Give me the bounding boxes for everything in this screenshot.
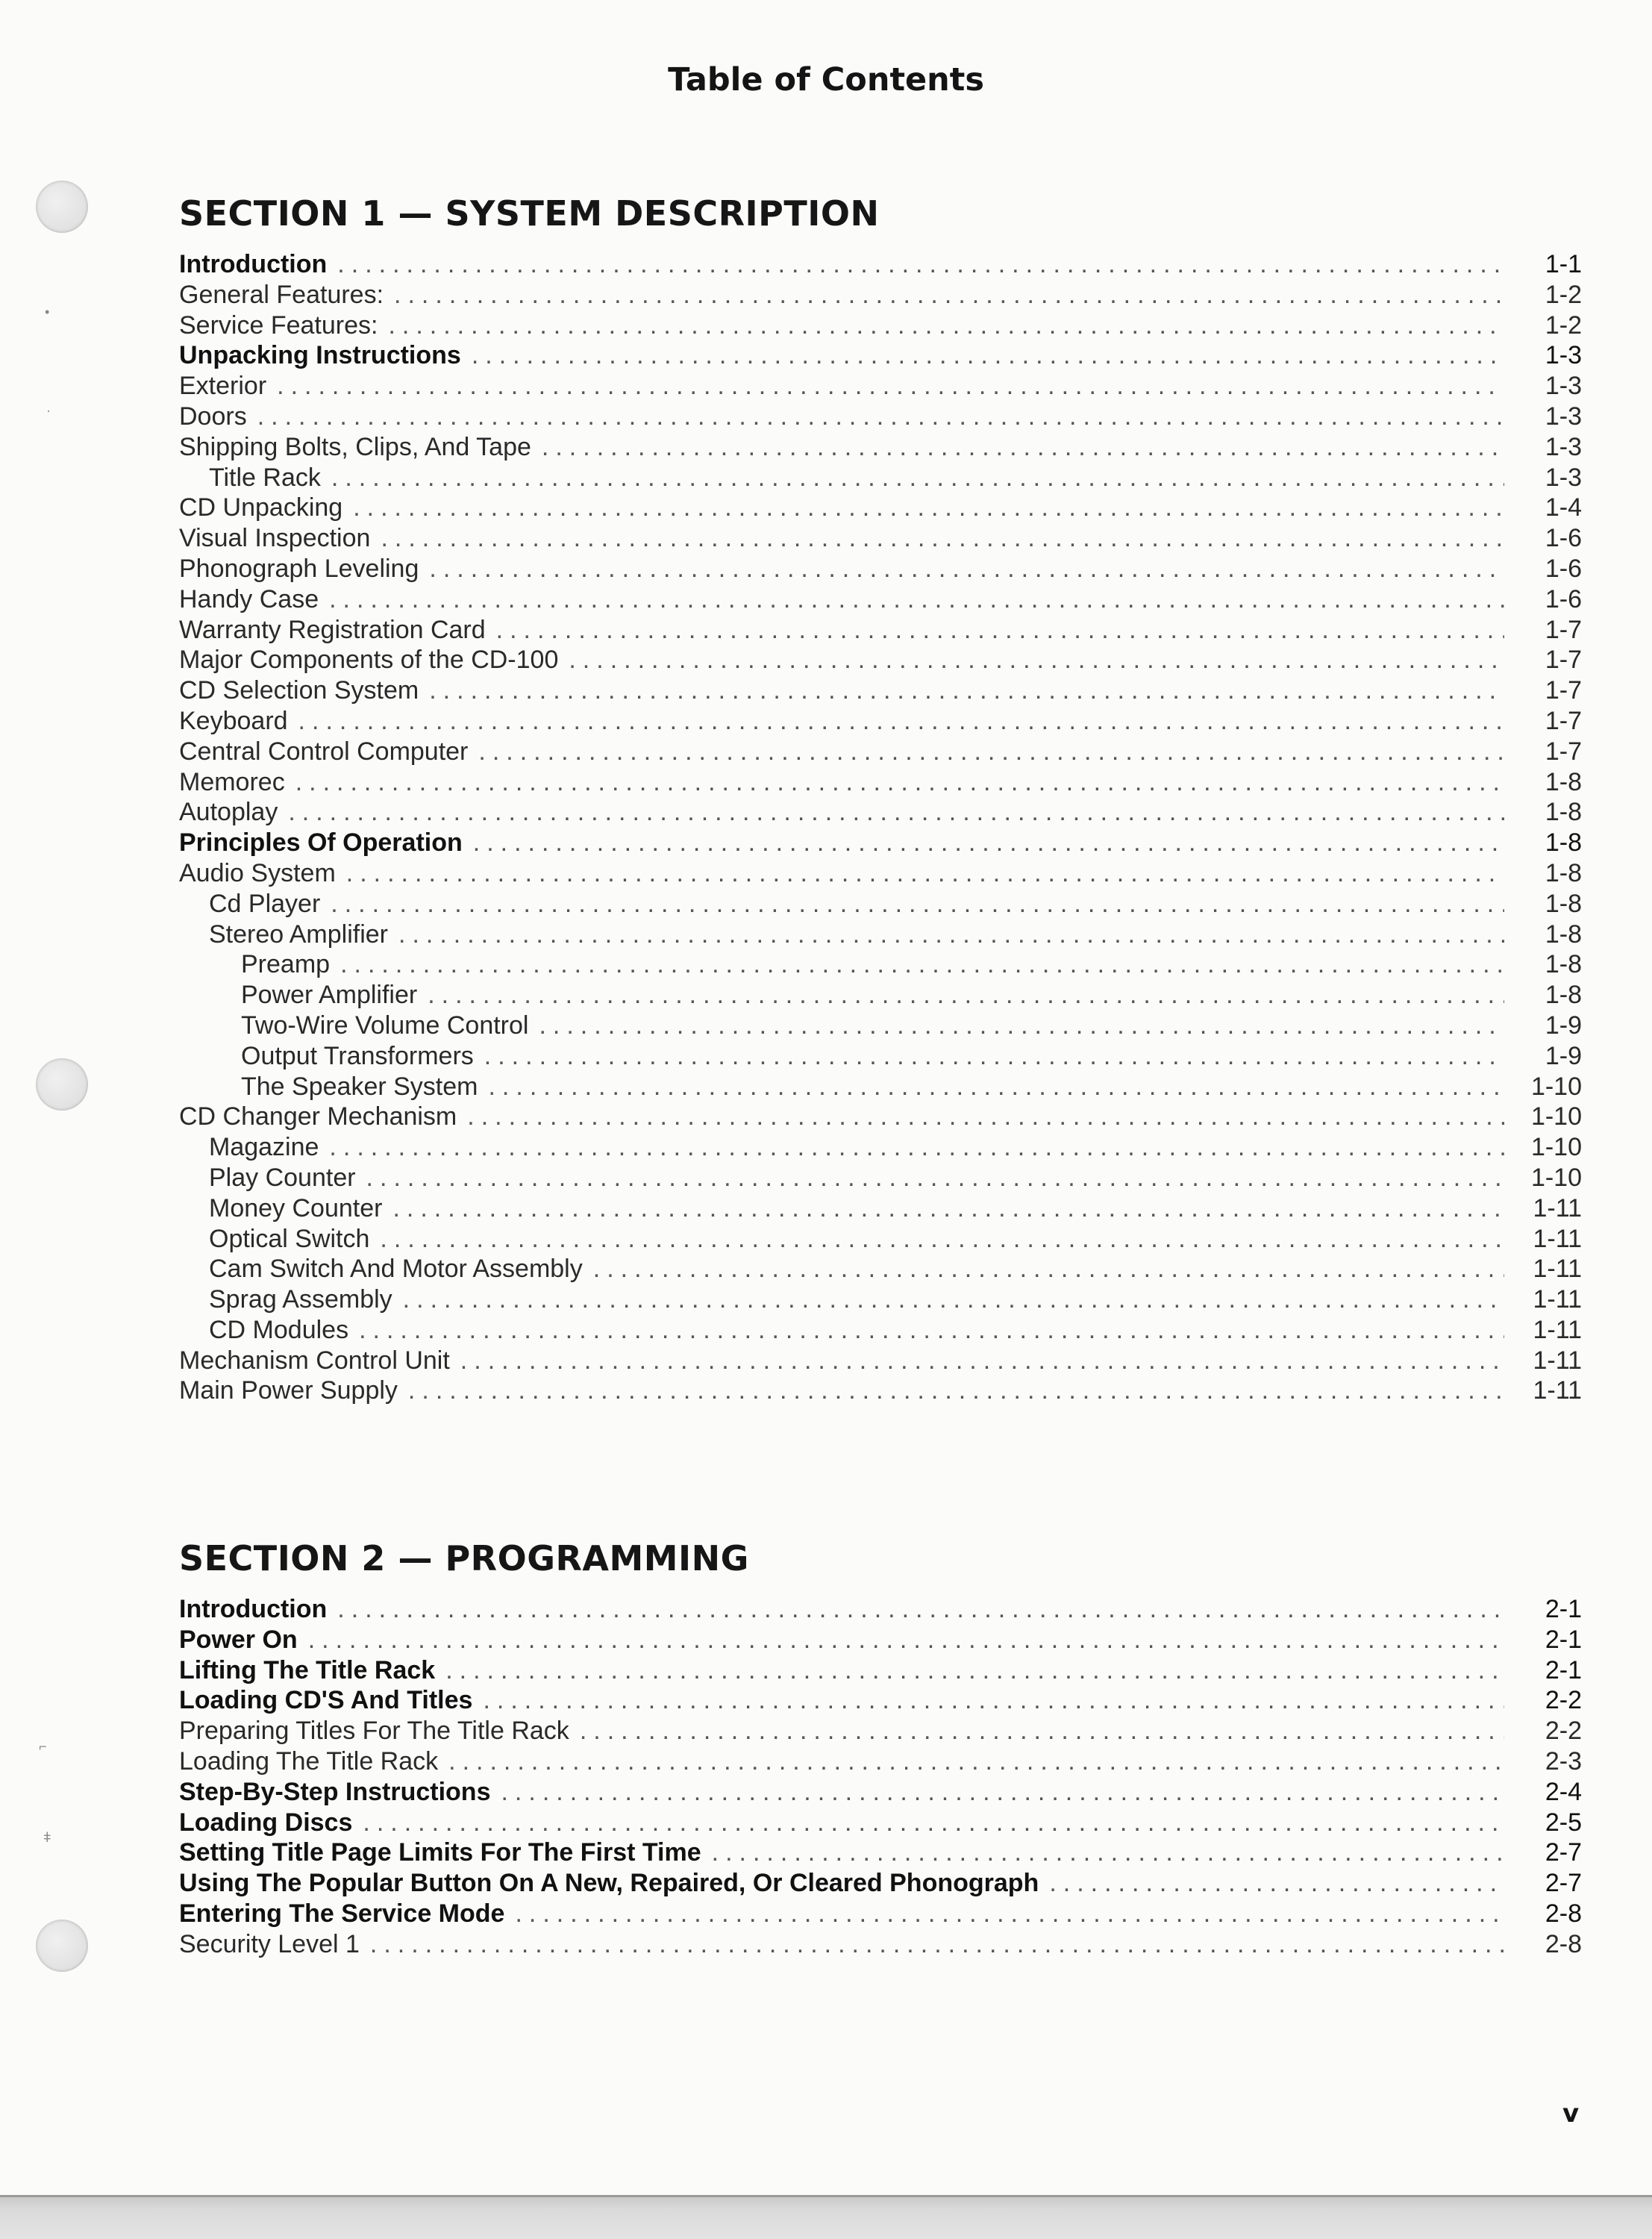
toc-entry-title: Mechanism Control Unit xyxy=(179,1346,450,1375)
toc-entry-page: 1-7 xyxy=(1545,676,1582,705)
section-2 xyxy=(179,1536,1582,1960)
section-heading: SECTION 2 — PROGRAMMING xyxy=(179,1538,749,1578)
toc-entry-page: 1-7 xyxy=(1545,706,1582,735)
scan-bottom-edge xyxy=(0,2197,1652,2239)
dot-leader xyxy=(295,767,1504,798)
toc-entry-title: Optical Switch xyxy=(209,1224,370,1253)
toc-entry-title: Handy Case xyxy=(179,584,319,613)
dot-leader xyxy=(569,645,1504,675)
toc-entry-page: 1-3 xyxy=(1545,432,1582,461)
dot-leader xyxy=(337,1594,1504,1625)
toc-entry-title: Setting Title Page Limits For The First Time xyxy=(179,1838,701,1867)
toc-entry-page: 1-3 xyxy=(1545,402,1582,431)
toc-entry xyxy=(179,767,1582,798)
toc-entry xyxy=(179,949,1582,980)
scan-speck: · xyxy=(46,403,51,418)
binder-hole-top xyxy=(36,181,88,233)
toc-entry-page: 1-3 xyxy=(1545,372,1582,401)
toc-entry-title: Exterior xyxy=(179,372,267,401)
toc-entry-page: 2-7 xyxy=(1545,1869,1582,1898)
toc-entry-title: Security Level 1 xyxy=(179,1929,360,1958)
dot-leader xyxy=(445,1655,1504,1686)
toc-entry-title: Two-Wire Volume Control xyxy=(241,1011,529,1040)
toc-entry xyxy=(179,1716,1582,1746)
toc-entry-page: 1-7 xyxy=(1545,646,1582,675)
toc-entry xyxy=(179,1284,1582,1315)
toc-entry-title: Loading Discs xyxy=(179,1808,353,1837)
dot-leader xyxy=(392,1193,1504,1224)
dot-leader xyxy=(346,858,1504,889)
toc-entry xyxy=(179,463,1582,493)
dot-leader xyxy=(331,463,1504,493)
toc-entry xyxy=(179,554,1582,584)
toc-entry-title: Major Components of the CD-100 xyxy=(179,646,559,675)
binder-hole-middle xyxy=(36,1058,88,1111)
toc-entry xyxy=(179,858,1582,889)
toc-entry-page: 2-3 xyxy=(1545,1746,1582,1776)
toc-entry-page: 1-1 xyxy=(1545,250,1582,278)
toc-entry xyxy=(179,1224,1582,1255)
toc-entry-title: Title Rack xyxy=(209,463,321,492)
toc-entry-title: Stereo Amplifier xyxy=(209,919,388,949)
scan-speck: ǂ xyxy=(43,1830,51,1845)
toc-entry-page: 2-2 xyxy=(1545,1717,1582,1746)
toc-entry-title: Loading The Title Rack xyxy=(179,1746,439,1776)
toc-entry xyxy=(179,889,1582,919)
toc-entry xyxy=(179,1625,1582,1655)
dot-leader xyxy=(257,402,1504,432)
toc-entry-title: Loading CD'S And Titles xyxy=(179,1686,473,1715)
dot-leader xyxy=(429,554,1504,584)
toc-entry-title: Memorec xyxy=(179,767,285,796)
page-title: Table of Contents xyxy=(668,61,984,99)
toc-entry-page: 1-10 xyxy=(1530,1102,1582,1131)
toc-entry-page: 1-8 xyxy=(1545,858,1582,887)
dot-leader xyxy=(370,1929,1504,1960)
toc-entry-page: 2-1 xyxy=(1545,1625,1582,1654)
toc-entry xyxy=(179,1132,1582,1163)
dot-leader xyxy=(340,949,1504,980)
toc-entry xyxy=(179,1041,1582,1072)
toc-entry-title: Service Features: xyxy=(179,310,378,340)
toc-entry-title: General Features: xyxy=(179,280,384,309)
toc-entry-page: 1-4 xyxy=(1545,493,1582,522)
toc-entry-page: 1-8 xyxy=(1545,950,1582,979)
toc-entry-page: 2-1 xyxy=(1545,1655,1582,1684)
dot-leader xyxy=(473,828,1504,858)
toc-entry xyxy=(179,493,1582,523)
toc-entry xyxy=(179,1254,1582,1284)
toc-entry-page: 1-11 xyxy=(1533,1376,1582,1405)
toc-entry-title: Main Power Supply xyxy=(179,1376,398,1405)
toc-entry xyxy=(179,523,1582,554)
toc-entry-page: 1-11 xyxy=(1533,1255,1582,1284)
dot-leader xyxy=(331,889,1504,919)
toc-entry xyxy=(179,584,1582,615)
toc-entry xyxy=(179,1072,1582,1102)
toc-entry xyxy=(179,1163,1582,1193)
toc-entry-title: Phonograph Leveling xyxy=(179,554,419,583)
toc-entry-title: CD Unpacking xyxy=(179,493,343,522)
toc-entry xyxy=(179,340,1582,371)
toc-entry xyxy=(179,1102,1582,1132)
toc-entry xyxy=(179,1375,1582,1406)
toc-entry-page: 1-8 xyxy=(1545,767,1582,796)
toc-entry-page: 1-9 xyxy=(1545,1041,1582,1070)
dot-leader xyxy=(366,1163,1504,1193)
toc-entry xyxy=(179,706,1582,737)
toc-entry-title: Step-By-Step Instructions xyxy=(179,1777,491,1806)
toc-entry-page: 1-10 xyxy=(1530,1163,1582,1192)
toc-entry-title: Unpacking Instructions xyxy=(179,341,461,370)
scan-speck: • xyxy=(45,305,50,319)
toc-entry-title: Visual Inspection xyxy=(179,524,371,553)
toc-entry-title: Shipping Bolts, Clips, And Tape xyxy=(179,432,531,461)
dot-leader xyxy=(448,1746,1504,1777)
dot-leader xyxy=(483,1685,1504,1716)
toc-entry-title: Warranty Registration Card xyxy=(179,615,486,644)
toc-entry-page: 1-11 xyxy=(1533,1315,1582,1344)
dot-leader xyxy=(428,980,1504,1011)
toc-entry-title: The Speaker System xyxy=(241,1072,478,1101)
toc-entry-title: Cd Player xyxy=(209,889,321,918)
toc-entry-page: 1-2 xyxy=(1545,310,1582,340)
toc-entry-page: 1-3 xyxy=(1545,341,1582,370)
toc-entry-page: 1-6 xyxy=(1545,554,1582,583)
dot-leader xyxy=(429,675,1504,706)
dot-leader xyxy=(298,706,1504,737)
toc-entry-page: 2-1 xyxy=(1545,1595,1582,1623)
toc-entry xyxy=(179,1899,1582,1929)
toc-entry-title: Principles Of Operation xyxy=(179,828,463,858)
toc-entry-page: 1-8 xyxy=(1545,828,1582,858)
toc-entry-page: 2-8 xyxy=(1545,1899,1582,1928)
toc-entry xyxy=(179,1746,1582,1777)
toc-entry xyxy=(179,1346,1582,1376)
dot-leader xyxy=(308,1625,1504,1655)
toc-entry-title: Preamp xyxy=(241,950,331,979)
dot-leader xyxy=(277,371,1504,402)
toc-entry xyxy=(179,1685,1582,1716)
dot-leader xyxy=(501,1777,1504,1808)
toc-entry-page: 1-8 xyxy=(1545,919,1582,949)
toc-entry xyxy=(179,615,1582,646)
toc-entry xyxy=(179,249,1582,280)
toc-entry-page: 1-6 xyxy=(1545,524,1582,553)
dot-leader xyxy=(496,615,1504,646)
dot-leader xyxy=(363,1808,1504,1838)
toc-entry-title: CD Changer Mechanism xyxy=(179,1102,457,1131)
toc-entry xyxy=(179,432,1582,463)
toc-entry-title: Doors xyxy=(179,402,247,431)
toc-entry-title: Preparing Titles For The Title Rack xyxy=(179,1717,569,1746)
section-1 xyxy=(179,191,1582,1406)
toc-entry xyxy=(179,310,1582,341)
dot-leader xyxy=(353,493,1504,523)
toc-entry-title: Lifting The Title Rack xyxy=(179,1655,436,1684)
dot-leader xyxy=(460,1346,1504,1376)
dot-leader xyxy=(381,523,1504,554)
toc-entry-title: Magazine xyxy=(209,1133,319,1162)
toc-list xyxy=(179,1594,1582,1960)
dot-leader xyxy=(542,432,1504,463)
dot-leader xyxy=(329,584,1504,615)
toc-entry-title: CD Modules xyxy=(209,1315,349,1344)
dot-leader xyxy=(288,797,1504,828)
toc-entry xyxy=(179,1929,1582,1960)
toc-entry xyxy=(179,1808,1582,1838)
toc-entry-title: Cam Switch And Motor Assembly xyxy=(209,1255,583,1284)
toc-entry xyxy=(179,1594,1582,1625)
toc-entry xyxy=(179,797,1582,828)
toc-entry-title: CD Selection System xyxy=(179,676,419,705)
toc-entry-title: Output Transformers xyxy=(241,1041,474,1070)
toc-entry-title: Autoplay xyxy=(179,798,278,827)
toc-entry-page: 1-11 xyxy=(1533,1224,1582,1253)
dot-leader xyxy=(359,1315,1504,1346)
dot-leader xyxy=(488,1072,1504,1102)
toc-entry xyxy=(179,1868,1582,1899)
toc-entry xyxy=(179,675,1582,706)
toc-entry xyxy=(179,1193,1582,1224)
dot-leader xyxy=(408,1375,1504,1406)
toc-entry-title: Keyboard xyxy=(179,706,288,735)
toc-entry xyxy=(179,919,1582,950)
toc-entry xyxy=(179,828,1582,858)
dot-leader xyxy=(478,737,1504,767)
dot-leader xyxy=(329,1132,1504,1163)
toc-entry-page: 2-8 xyxy=(1545,1929,1582,1958)
toc-entry-page: 1-11 xyxy=(1533,1285,1582,1314)
dot-leader xyxy=(593,1254,1504,1284)
toc-entry-title: Sprag Assembly xyxy=(209,1285,392,1314)
dot-leader xyxy=(337,249,1504,280)
toc-entry xyxy=(179,645,1582,675)
toc-entry-title: Power On xyxy=(179,1625,298,1654)
toc-entry xyxy=(179,371,1582,402)
toc-entry xyxy=(179,402,1582,432)
toc-entry-page: 1-11 xyxy=(1533,1193,1582,1222)
toc-entry-page: 1-8 xyxy=(1545,981,1582,1010)
toc-entry-page: 1-10 xyxy=(1530,1072,1582,1101)
toc-entry-title: Money Counter xyxy=(209,1193,383,1222)
dot-leader xyxy=(472,340,1504,371)
dot-leader xyxy=(1049,1868,1504,1899)
binder-hole-bottom xyxy=(36,1920,88,1972)
toc-entry-title: Entering The Service Mode xyxy=(179,1899,505,1928)
toc-entry xyxy=(179,1837,1582,1868)
toc-list xyxy=(179,249,1582,1406)
dot-leader xyxy=(712,1837,1504,1868)
toc-entry-title: Introduction xyxy=(179,250,328,278)
toc-entry-title: Central Control Computer xyxy=(179,737,469,766)
toc-entry-page: 1-8 xyxy=(1545,889,1582,918)
toc-entry-title: Play Counter xyxy=(209,1163,356,1192)
section-heading: SECTION 1 — SYSTEM DESCRIPTION xyxy=(179,193,880,234)
toc-entry-page: 2-5 xyxy=(1545,1808,1582,1837)
toc-entry-page: 1-8 xyxy=(1545,798,1582,827)
dot-leader xyxy=(539,1011,1504,1041)
toc-entry xyxy=(179,1655,1582,1686)
toc-entry-title: Audio System xyxy=(179,858,336,887)
toc-entry-page: 2-4 xyxy=(1545,1777,1582,1806)
toc-entry-page: 2-2 xyxy=(1545,1686,1582,1715)
toc-entry-page: 1-7 xyxy=(1545,737,1582,766)
toc-entry xyxy=(179,980,1582,1011)
toc-entry xyxy=(179,280,1582,310)
toc-entry xyxy=(179,737,1582,767)
dot-leader xyxy=(467,1102,1504,1132)
toc-entry-page: 1-2 xyxy=(1545,280,1582,309)
dot-leader xyxy=(580,1716,1504,1746)
toc-entry-page: 1-10 xyxy=(1530,1133,1582,1162)
dot-leader xyxy=(398,919,1504,950)
toc-entry-title: Using The Popular Button On A New, Repaired, Or Cleared Phonograph xyxy=(179,1869,1039,1898)
toc-entry-page: 1-6 xyxy=(1545,584,1582,613)
toc-entry-page: 1-7 xyxy=(1545,615,1582,644)
dot-leader xyxy=(484,1041,1504,1072)
page-number: v xyxy=(1562,2099,1580,2129)
dot-leader xyxy=(380,1224,1504,1255)
toc-entry xyxy=(179,1011,1582,1041)
dot-leader xyxy=(394,280,1504,310)
toc-entry-page: 1-9 xyxy=(1545,1011,1582,1040)
toc-entry-page: 1-3 xyxy=(1545,463,1582,492)
toc-entry-title: Power Amplifier xyxy=(241,981,418,1010)
dot-leader xyxy=(403,1284,1504,1315)
dot-leader xyxy=(515,1899,1504,1929)
toc-entry-title: Introduction xyxy=(179,1595,328,1623)
scan-speck: ⌐ xyxy=(39,1739,47,1754)
toc-entry xyxy=(179,1315,1582,1346)
toc-entry-page: 1-11 xyxy=(1533,1346,1582,1375)
dot-leader xyxy=(388,310,1504,341)
toc-entry-page: 2-7 xyxy=(1545,1838,1582,1867)
toc-entry xyxy=(179,1777,1582,1808)
